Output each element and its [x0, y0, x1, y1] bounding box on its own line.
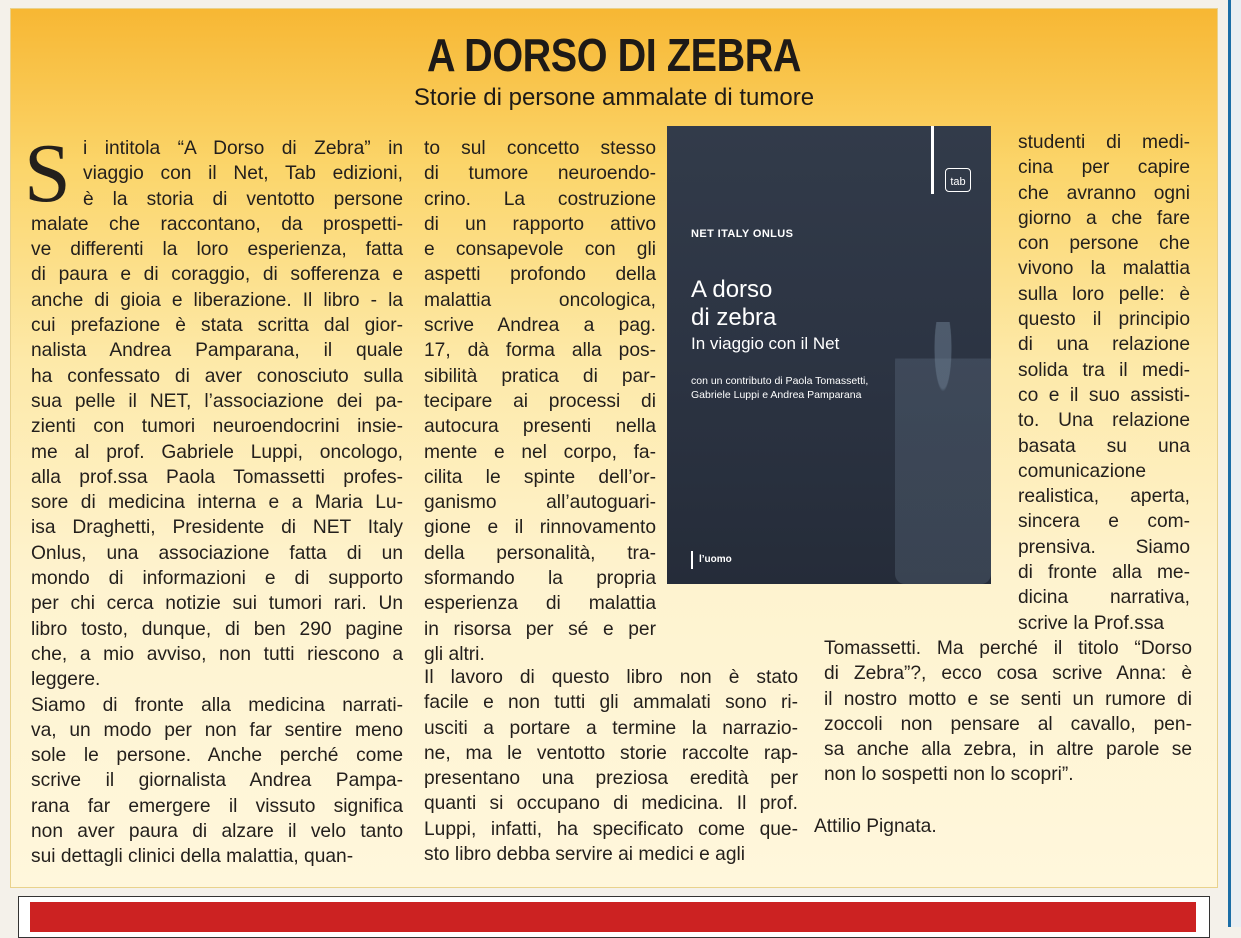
text-line: di paura e di coraggio, di sofferenza e — [31, 264, 403, 286]
column-2-wide — [424, 665, 798, 867]
text-line: rana far emergere il vissuto significa — [31, 795, 403, 817]
column-3-wide — [824, 636, 1192, 788]
text-line: prensiva. Siamo — [1018, 536, 1190, 558]
text-line: vivono la malattia — [1018, 258, 1190, 280]
text-line: cui prefazione è stata scritta dal gior- — [31, 315, 403, 337]
cover-contributors — [691, 374, 921, 402]
text-line: sore di medicina interna e a Maria Lu- — [31, 492, 403, 514]
text-line: in risorsa per sé e per — [424, 618, 656, 640]
text-line: sa anche alla zebra, in altre parole se — [824, 739, 1192, 761]
text-line: sibilità pratica di par- — [424, 365, 656, 387]
text-line: gli altri. — [424, 643, 485, 665]
column-1 — [83, 136, 403, 212]
column-2 — [424, 136, 656, 667]
article-title: A DORSO DI ZEBRA — [426, 29, 802, 81]
text-line: è la storia di ventotto persone — [83, 188, 403, 210]
text-line: sua pelle il NET, l’associazione dei pa- — [31, 390, 403, 412]
text-line: sto libro debba servire ai medici e agli — [424, 844, 746, 866]
text-line: sformando la propria — [424, 568, 656, 590]
text-line: di tumore neuroendo- — [424, 163, 656, 185]
text-line: ne, ma le ventotto storie raccolte rap- — [424, 742, 798, 764]
text-line: leggere. — [31, 669, 101, 691]
text-line: che, a mio avviso, non tutti riescono a — [31, 643, 403, 665]
text-line: con persone che — [1018, 233, 1190, 255]
text-line: realistica, aperta, — [1018, 486, 1190, 508]
text-line: comunicazione — [1018, 460, 1146, 482]
cover-series-name: l’uomo — [699, 554, 732, 565]
cover-title — [691, 276, 776, 332]
text-line: me al prof. Gabriele Luppi, oncologo, — [31, 441, 403, 463]
cover-publisher: NET ITALY ONLUS — [691, 228, 794, 240]
text-line: Luppi, infatti, ha specificato come que- — [424, 818, 798, 840]
text-line: della personalità, tra- — [424, 542, 656, 564]
text-line: tecipare ai processi di — [424, 390, 656, 412]
text-line: sui dettagli clinici della malattia, quan- — [31, 846, 354, 868]
text-line: sole le persone. Anche perché come — [31, 745, 403, 767]
text-line: sincera e com- — [1018, 511, 1190, 533]
text-line: autocura presenti nella — [424, 416, 656, 438]
text-line: to sul concetto stesso — [424, 138, 656, 159]
text-line: sulla loro pelle: è — [1018, 283, 1190, 305]
text-line: non lo sospetti non lo scopri”. — [824, 764, 1074, 786]
cover-contrib-line-2: Gabriele Luppi e Andrea Pamparana — [691, 389, 862, 401]
text-line: gione e il rinnovamento — [424, 517, 656, 539]
text-line: anche di gioia e liberazione. Il libro - la — [31, 289, 403, 311]
text-line: to. Una relazione — [1018, 410, 1190, 432]
text-line: ha confessato di aver conosciuto sulla — [31, 365, 403, 387]
text-line: di fronte alla me- — [1018, 562, 1190, 584]
text-line: ve differenti la loro esperienza, fatta — [31, 239, 403, 261]
text-line: quanti si occupano di medicina. Il prof. — [424, 793, 798, 815]
text-line: zoccoli non pensare al cavallo, pen- — [824, 713, 1192, 735]
text-line: cina per capire — [1018, 157, 1190, 179]
cover-top-bar — [931, 126, 934, 194]
text-line: i intitola “A Dorso di Zebra” in — [83, 138, 403, 159]
column-1-wide — [31, 212, 403, 870]
text-line: mente e nel corpo, fa- — [424, 441, 656, 463]
text-line: basata su una — [1018, 435, 1190, 457]
red-band — [30, 902, 1196, 932]
text-line: scrive Andrea a pag. — [424, 315, 656, 337]
text-line: zienti con tumori neuroendocrini insie- — [31, 416, 403, 438]
text-line: che avranno ogni — [1018, 182, 1190, 204]
text-line: Siamo di fronte alla medicina narrati- — [31, 694, 403, 716]
cover-subtitle: In viaggio con il Net — [691, 334, 840, 353]
text-line: libro tosto, dunque, di ben 290 pagine — [31, 618, 403, 640]
text-line: va, un modo per non far sentire meno — [31, 719, 403, 741]
article-subtitle: Storie di persone ammalate di tumore — [413, 84, 815, 111]
book-cover-image — [667, 126, 991, 584]
text-line: dicina narrativa, — [1018, 587, 1190, 609]
drop-cap: S — [24, 127, 71, 220]
text-line: malate che raccontano, da prospetti- — [31, 213, 403, 235]
person-silhouette-icon — [895, 322, 991, 584]
text-line: presentano una preziosa eredità per — [424, 768, 798, 790]
text-line: facile e non tutti gli ammalati sono ri- — [424, 692, 798, 714]
text-line: di un rapporto attivo — [424, 213, 656, 235]
text-line: giorno a che fare — [1018, 207, 1190, 229]
text-line: non aver paura di alzare il velo tanto — [31, 821, 403, 843]
column-3 — [1018, 130, 1190, 636]
author-signature: Attilio Pignata. — [814, 816, 937, 837]
text-line: di una relazione — [1018, 334, 1190, 356]
text-line: e consapevole con gli — [424, 239, 656, 261]
text-line: Onlus, una associazione fatta di un — [31, 542, 403, 564]
cover-foot-bar — [691, 551, 693, 569]
cover-contrib-line-1: con un contributo di Paola Tomassetti, — [691, 375, 869, 387]
text-line: mondo di informazioni e di supporto — [31, 568, 403, 590]
text-line: nalista Andrea Pamparana, il quale — [31, 340, 403, 362]
text-line: viaggio con il Net, Tab edizioni, — [83, 163, 403, 185]
text-line: alla prof.ssa Paola Tomassetti profes- — [31, 466, 403, 488]
text-line: isa Draghetti, Presidente di NET Italy — [31, 517, 403, 539]
text-line: 17, dà forma alla pos- — [424, 340, 656, 362]
text-line: il nostro motto e se senti un rumore di — [824, 688, 1192, 710]
text-line: co e il suo assisti- — [1018, 384, 1190, 406]
text-line: malattia oncologica, — [424, 289, 656, 311]
text-line: usciti a portare a termine la narrazio- — [424, 717, 798, 739]
cover-title-line-1: A dorso — [691, 276, 773, 303]
page-edge-strip — [1228, 0, 1241, 927]
text-line: crino. La costruzione — [424, 188, 656, 210]
text-line: scrive la Prof.ssa — [1018, 612, 1165, 634]
text-line: per chi cerca notizie sui tumori rari. Un — [31, 593, 403, 615]
text-line: scrive il giornalista Andrea Pampa- — [31, 770, 403, 792]
text-line: ganismo all’autoguari- — [424, 492, 656, 514]
tab-logo-icon: tab — [945, 168, 971, 192]
text-line: cilita le spinte dell’or- — [424, 466, 656, 488]
text-line: studenti di medi- — [1018, 132, 1190, 153]
text-line: solida tra il medi- — [1018, 359, 1190, 381]
text-line: aspetti profondo della — [424, 264, 656, 286]
text-line: di Zebra”?, ecco cosa scrive Anna: è — [824, 663, 1192, 685]
text-line: questo il principio — [1018, 309, 1190, 331]
text-line: Tomassetti. Ma perché il titolo “Dorso — [824, 638, 1192, 659]
text-line: esperienza di malattia — [424, 593, 656, 615]
text-line: Il lavoro di questo libro non è stato — [424, 667, 798, 688]
cover-title-line-2: di zebra — [691, 304, 777, 331]
